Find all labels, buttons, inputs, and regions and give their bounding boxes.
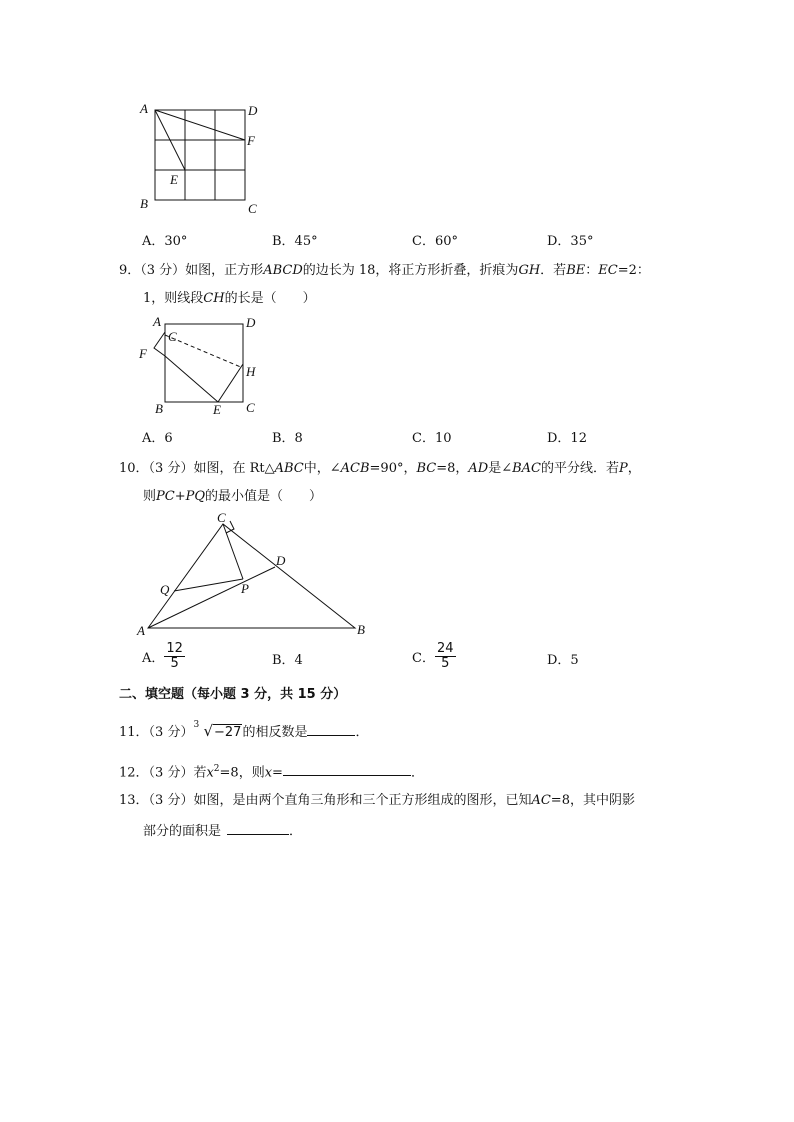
label-c: C <box>246 400 255 415</box>
q9-option-b[interactable]: B．8 <box>272 431 303 446</box>
cube-root-expression: 3 √−27 <box>193 720 242 740</box>
q8-option-d[interactable]: D．35° <box>547 234 594 249</box>
label-c: C <box>217 510 226 525</box>
fraction-12-5: $\frac{12}{5}$ <box>166 641 183 671</box>
label-a: A <box>153 314 161 329</box>
label-d: D <box>246 315 256 330</box>
label-d: D <box>248 103 258 118</box>
q11-line: 11．（3 分） 3 √−27的相反数是 ． <box>119 720 369 740</box>
answer-blank-q13[interactable] <box>227 822 289 835</box>
label-b: B <box>140 196 148 211</box>
label-a: A <box>137 623 145 638</box>
figure-q8-grid <box>135 98 265 218</box>
q8-option-b[interactable]: B．45° <box>272 234 318 249</box>
answer-blank-q11[interactable] <box>307 723 355 736</box>
q9-option-d[interactable]: D．12 <box>547 431 587 446</box>
fraction-24-5: $\frac{24}{5}$ <box>436 641 454 671</box>
answer-blank-q12[interactable] <box>283 763 411 776</box>
label-c-folded: C <box>168 329 177 344</box>
q10-option-b[interactable]: B．4 <box>272 653 303 668</box>
label-a: A <box>140 101 148 116</box>
label-c: C <box>248 201 257 216</box>
label-f: F <box>139 346 147 361</box>
q10-option-c[interactable]: C． $\frac{24}{5}$ <box>412 641 454 671</box>
section-heading-fill-in: 二、填空题（每小题 3 分，共 15 分） <box>119 687 347 702</box>
figure-q9-folded-square <box>135 310 270 420</box>
label-f: F <box>247 133 255 148</box>
figure-q10-triangle <box>130 508 380 640</box>
label-p: P <box>241 581 249 596</box>
label-e: E <box>170 172 178 187</box>
label-h: H <box>246 364 256 379</box>
label-q: Q <box>160 582 170 597</box>
q10-option-a[interactable]: A． $\frac{12}{5}$ <box>142 641 183 671</box>
q10-line-2: 则PC+PQ的最小值是（ ） <box>143 489 323 504</box>
label-d: D <box>276 553 286 568</box>
q13-line-1: 13．（3 分）如图，是由两个直角三角形和三个正方形组成的图形，已知AC=8，其中阴影 <box>119 793 635 808</box>
q13-line-2: 部分的面积是 ． <box>143 824 303 839</box>
q12-line: 12．（3 分）若$x^2=8$，则x= ． <box>119 764 424 781</box>
label-e: E <box>213 402 221 417</box>
q9-line-1: 9．（3 分）如图，正方形ABCD的边长为 18，将正方形折叠，折痕为GH．若BE：EC=2： <box>119 263 650 278</box>
label-b: B <box>155 401 163 416</box>
q9-line-2: 1，则线段CH的长是（ ） <box>143 291 316 306</box>
q10-line-1: 10．（3 分）如图，在 Rt△ABC中，∠ACB=90°，BC=8，AD是∠BAC的平分线．若P， <box>119 461 641 476</box>
q10-option-d[interactable]: D．5 <box>547 653 579 668</box>
q8-option-a[interactable]: A．30° <box>142 234 188 249</box>
label-b: B <box>357 622 365 637</box>
q8-option-c[interactable]: C．60° <box>412 234 458 249</box>
q9-option-a[interactable]: A．6 <box>142 431 173 446</box>
q9-option-c[interactable]: C．10 <box>412 431 452 446</box>
